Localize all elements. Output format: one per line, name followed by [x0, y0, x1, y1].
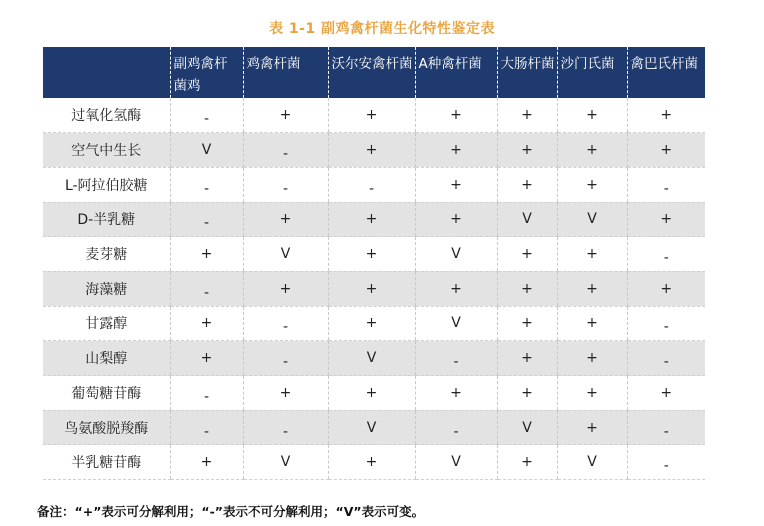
row-label: 空气中生长 — [43, 133, 170, 168]
row-label: 鸟氨酸脱羧酶 — [43, 410, 170, 445]
result-cell: + — [497, 271, 557, 306]
result-cell: - — [170, 167, 243, 202]
result-cell: + — [557, 237, 627, 272]
result-cell: - — [170, 271, 243, 306]
result-cell: + — [497, 445, 557, 480]
result-cell: + — [627, 271, 705, 306]
result-cell: + — [328, 133, 415, 168]
result-cell: + — [627, 133, 705, 168]
result-cell: - — [243, 133, 328, 168]
column-header: 大肠杆菌 — [497, 47, 557, 98]
result-cell: + — [497, 98, 557, 133]
result-cell: + — [170, 341, 243, 376]
result-cell: - — [170, 98, 243, 133]
table-row — [43, 133, 705, 168]
result-cell: - — [415, 410, 497, 445]
result-cell: V — [415, 445, 497, 480]
row-label: 海藻糖 — [43, 271, 170, 306]
table-row — [43, 341, 705, 376]
result-cell: + — [328, 237, 415, 272]
result-cell: + — [328, 202, 415, 237]
result-cell: - — [243, 167, 328, 202]
result-cell: + — [557, 167, 627, 202]
result-cell: + — [170, 237, 243, 272]
result-cell: V — [415, 237, 497, 272]
column-header: 鸡禽杆菌 — [243, 47, 328, 98]
result-cell: - — [627, 167, 705, 202]
row-label: 山梨醇 — [43, 341, 170, 376]
header-cell-blank — [43, 47, 170, 98]
result-cell: V — [557, 202, 627, 237]
result-cell: + — [497, 237, 557, 272]
table-row — [43, 376, 705, 411]
result-cell: - — [415, 341, 497, 376]
result-cell: - — [243, 410, 328, 445]
result-cell: - — [627, 341, 705, 376]
result-cell: + — [170, 445, 243, 480]
result-cell: + — [415, 167, 497, 202]
table-title: 表 1-1 副鸡禽杆菌生化特性鉴定表 — [268, 21, 496, 37]
result-cell: + — [328, 306, 415, 341]
result-cell: - — [243, 306, 328, 341]
result-cell: + — [627, 376, 705, 411]
result-cell: + — [415, 376, 497, 411]
row-label: L-阿拉伯胶糖 — [43, 167, 170, 202]
result-cell: V — [170, 133, 243, 168]
row-label: 葡萄糖苷酶 — [43, 376, 170, 411]
result-cell: + — [557, 306, 627, 341]
result-cell: + — [328, 445, 415, 480]
result-cell: + — [557, 341, 627, 376]
table-row — [43, 271, 705, 306]
result-cell: V — [557, 445, 627, 480]
result-cell: + — [557, 376, 627, 411]
result-cell: + — [557, 271, 627, 306]
row-label: D-半乳糖 — [43, 202, 170, 237]
result-cell: + — [415, 98, 497, 133]
header-row — [43, 47, 705, 98]
table-row — [43, 202, 705, 237]
footnote: 备注：“+”表示可分解利用；“-”表示不可分解利用；“V”表示可变。 — [37, 504, 425, 519]
result-cell: + — [328, 376, 415, 411]
table-row — [43, 445, 705, 480]
result-cell: V — [497, 410, 557, 445]
result-cell: - — [170, 376, 243, 411]
result-cell: + — [627, 202, 705, 237]
result-cell: + — [415, 271, 497, 306]
result-cell: + — [415, 202, 497, 237]
result-cell: V — [243, 445, 328, 480]
result-cell: + — [243, 202, 328, 237]
column-header: 禽巴氏杆菌 — [627, 47, 705, 98]
table-row — [43, 167, 705, 202]
result-cell: + — [557, 133, 627, 168]
result-cell: + — [170, 306, 243, 341]
result-cell: V — [497, 202, 557, 237]
result-cell: + — [557, 410, 627, 445]
result-cell: + — [497, 376, 557, 411]
result-cell: + — [497, 306, 557, 341]
result-cell: + — [557, 98, 627, 133]
result-cell: - — [627, 410, 705, 445]
result-cell: - — [243, 341, 328, 376]
row-label: 半乳糖苷酶 — [43, 445, 170, 480]
result-cell: V — [328, 341, 415, 376]
result-cell: + — [243, 98, 328, 133]
table-row — [43, 410, 705, 445]
result-cell: + — [627, 98, 705, 133]
column-header: 沙门氏菌 — [557, 47, 627, 98]
column-header: 副鸡禽杆菌鸡 — [170, 47, 243, 98]
result-cell: + — [415, 133, 497, 168]
result-cell: V — [328, 410, 415, 445]
row-label: 甘露醇 — [43, 306, 170, 341]
result-cell: - — [170, 202, 243, 237]
result-cell: - — [627, 306, 705, 341]
table-row — [43, 98, 705, 133]
result-cell: - — [627, 237, 705, 272]
result-cell: + — [497, 167, 557, 202]
row-label: 过氧化氢酶 — [43, 98, 170, 133]
column-header: A种禽杆菌 — [415, 47, 497, 98]
table-row — [43, 306, 705, 341]
column-header: 沃尔安禽杆菌 — [328, 47, 415, 98]
table-row — [43, 237, 705, 272]
result-cell: - — [328, 167, 415, 202]
result-cell: + — [243, 376, 328, 411]
result-cell: - — [627, 445, 705, 480]
result-cell: V — [243, 237, 328, 272]
result-cell: V — [415, 306, 497, 341]
result-cell: + — [497, 341, 557, 376]
result-cell: + — [243, 271, 328, 306]
result-cell: + — [328, 271, 415, 306]
result-cell: - — [170, 410, 243, 445]
result-cell: + — [328, 98, 415, 133]
row-label: 麦芽糖 — [43, 237, 170, 272]
result-cell: + — [497, 133, 557, 168]
biochemical-table — [43, 47, 705, 480]
table-body — [43, 98, 705, 480]
